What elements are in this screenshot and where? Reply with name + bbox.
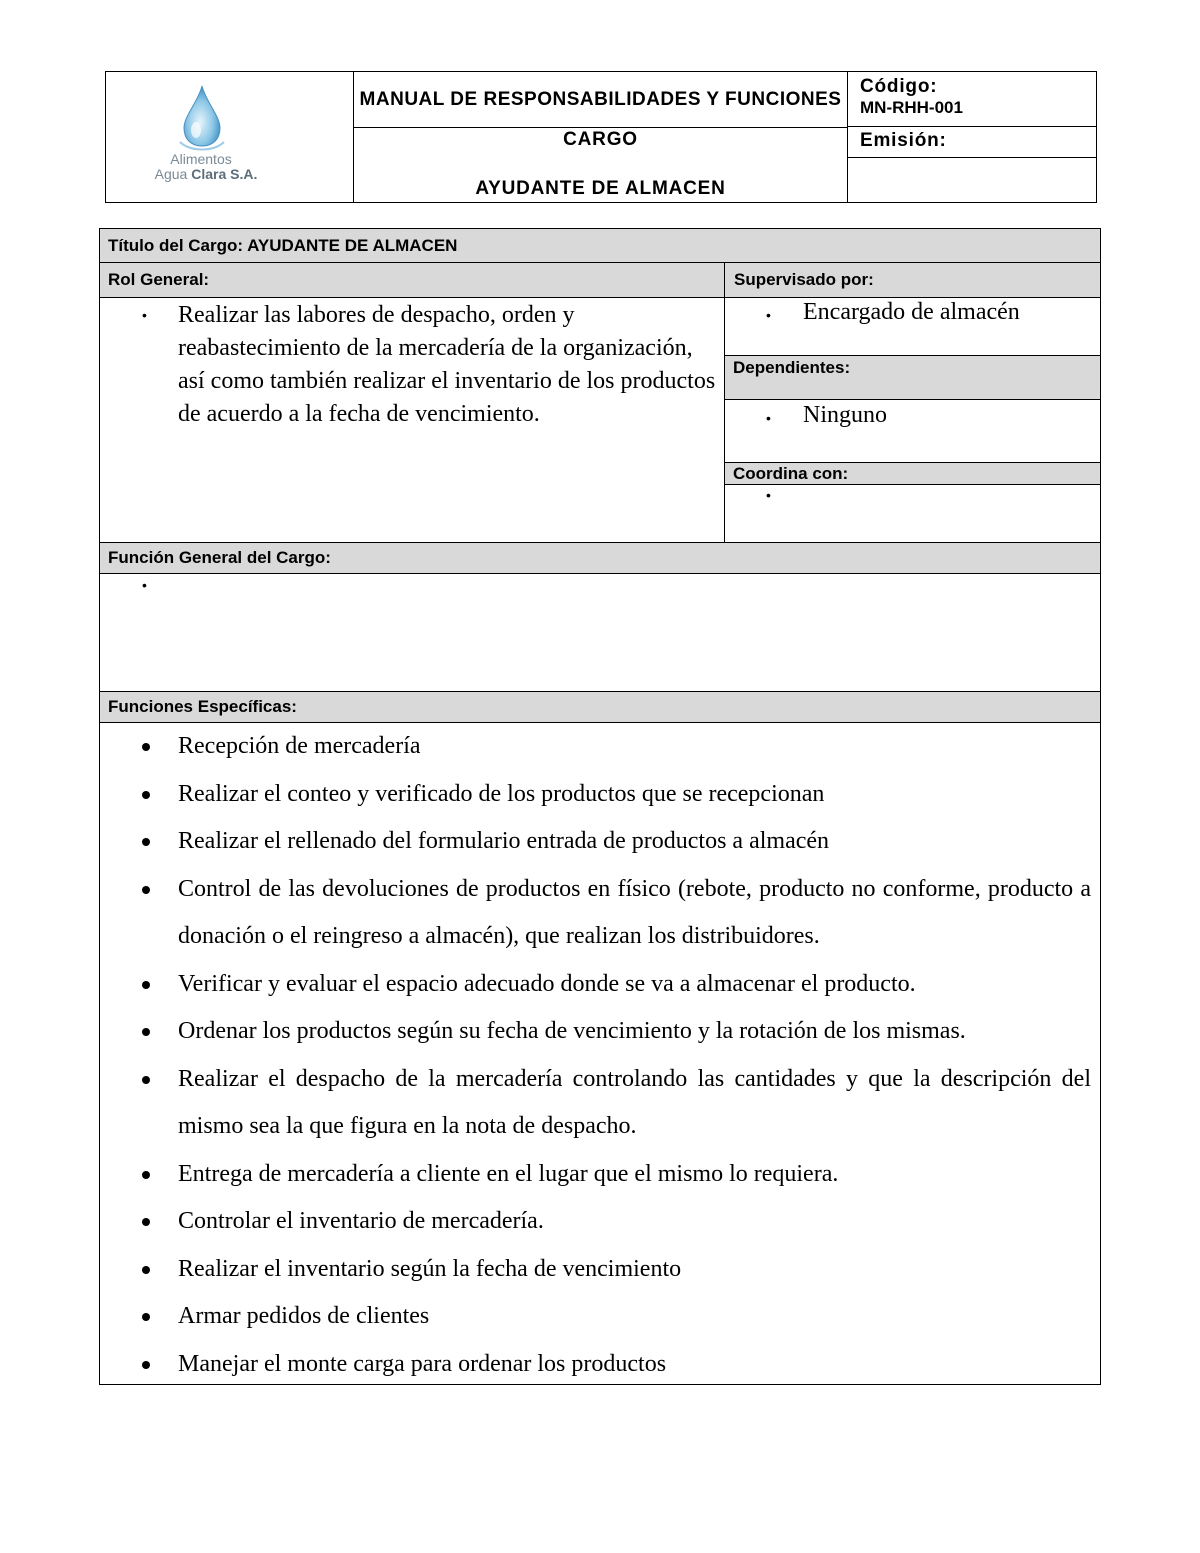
funcion-general-header — [100, 542, 1100, 574]
rol-general-label: Rol General: — [108, 270, 210, 289]
bullet-icon — [142, 1266, 150, 1274]
bullet-icon — [142, 838, 150, 846]
dependientes-header — [725, 355, 1100, 400]
job-description-table — [99, 228, 1101, 1385]
bullet-icon — [142, 743, 150, 751]
logo-cell — [106, 72, 354, 202]
codigo-value: MN-RHH-001 — [860, 98, 963, 117]
bullet-icon — [142, 1313, 150, 1321]
coordina-bullet: • — [766, 487, 771, 503]
document-header — [105, 71, 1097, 203]
manual-title: MANUAL DE RESPONSABILIDADES Y FUNCIONES — [354, 72, 847, 128]
dependientes-bullet: • — [766, 410, 771, 426]
funciones-especificas-label: Funciones Específicas: — [108, 697, 297, 716]
funcion-item: Control de las devoluciones de productos en físico (rebote, producto no conforme, producto a donación o el reingreso a almacén), que realizan los distribuidores. — [100, 866, 1100, 961]
company-logo — [106, 72, 354, 202]
titulo-cargo: Título del Cargo: AYUDANTE DE ALMACEN — [108, 235, 458, 255]
rol-general-text: Realizar las labores de despacho, orden y reabastecimiento de la mercadería de la organización, así como también realizar el inventario de los productos de acuerdo a la fecha de vencimiento. — [178, 302, 716, 427]
bullet-icon — [142, 1218, 150, 1226]
bullet-icon — [142, 1361, 150, 1369]
dependientes-label: Dependientes: — [733, 358, 851, 377]
funcion-item: Entrega de mercadería a cliente en el lugar que el mismo lo requiera. — [100, 1151, 1100, 1199]
codigo-label: Código: — [860, 76, 938, 97]
cargo-cell — [354, 127, 847, 202]
titulo-cargo-row — [100, 229, 1100, 263]
header-meta-column — [848, 72, 1096, 202]
funcion-general-label: Función General del Cargo: — [108, 548, 331, 567]
funcion-item: Manejar el monte carga para ordenar los productos — [100, 1341, 1100, 1389]
company-name-line2: Agua Clara S.A. — [154, 166, 258, 182]
bullet-icon — [142, 791, 150, 799]
funcion-item: Realizar el rellenado del formulario entrada de productos a almacén — [100, 818, 1100, 866]
funcion-item: Controlar el inventario de mercadería. — [100, 1198, 1100, 1246]
coordina-con-header — [725, 462, 1100, 485]
bullet-icon — [142, 981, 150, 989]
bullet-icon — [142, 1028, 150, 1036]
emision-label: Emisión: — [848, 127, 1096, 158]
rol-general-bullet: • — [142, 307, 147, 323]
funcion-item: Ordenar los productos según su fecha de vencimiento y la rotación de los mismas. — [100, 1008, 1100, 1056]
funcion-item: Verificar y evaluar el espacio adecuado donde se va a almacenar el producto. — [100, 961, 1100, 1009]
funciones-especificas-list — [100, 723, 1100, 1388]
column-divider — [724, 263, 725, 543]
company-name-line1: Alimentos — [170, 151, 232, 167]
dependientes-value: Ninguno — [803, 402, 887, 428]
cargo-label: CARGO — [563, 129, 638, 150]
water-drop-icon — [106, 72, 354, 152]
supervisado-por-label: Supervisado por: — [734, 270, 874, 289]
codigo-cell — [848, 72, 1096, 127]
funcion-item: Armar pedidos de clientes — [100, 1293, 1100, 1341]
funciones-especificas-header — [100, 691, 1100, 723]
header-title-column — [354, 72, 848, 202]
rol-general-header-row — [100, 263, 1100, 298]
funcion-item: Realizar el despacho de la mercadería controlando las cantidades y que la descripción del mismo sea la que figura en la nota de despacho. — [100, 1056, 1100, 1151]
bullet-icon — [142, 1076, 150, 1084]
cargo-value: AYUDANTE DE ALMACEN — [475, 178, 726, 199]
funcion-item: Realizar el conteo y verificado de los productos que se recepcionan — [100, 771, 1100, 819]
bullet-icon — [142, 1171, 150, 1179]
funcion-item: Recepción de mercadería — [100, 723, 1100, 771]
bullet-icon — [142, 886, 150, 894]
funcion-general-bullet: • — [142, 577, 147, 593]
funcion-item: Realizar el inventario según la fecha de vencimiento — [100, 1246, 1100, 1294]
supervisado-bullet: • — [766, 307, 771, 323]
supervisado-por-value: Encargado de almacén — [803, 299, 1020, 325]
coordina-con-label: Coordina con: — [733, 463, 849, 483]
